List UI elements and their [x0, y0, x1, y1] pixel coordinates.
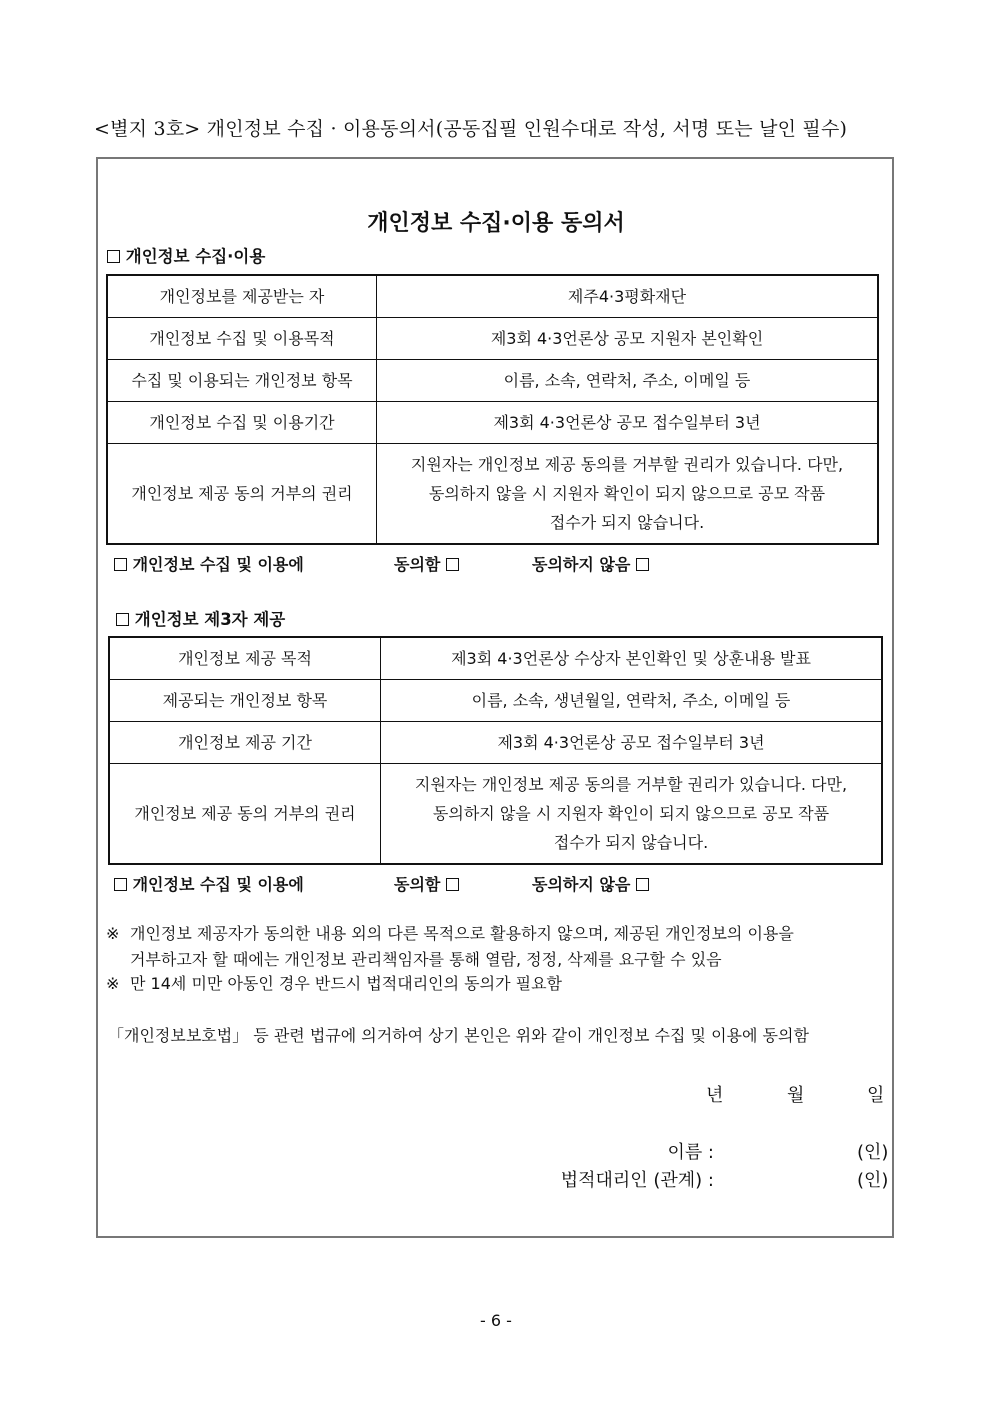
- agree-option[interactable]: 동의함: [394, 552, 459, 575]
- disagree-option[interactable]: 동의하지 않음: [532, 872, 649, 895]
- table-row: [110, 680, 882, 722]
- agree-option[interactable]: 동의함: [394, 872, 459, 895]
- guardian-seal: (인): [857, 1170, 889, 1191]
- agree-checkbox[interactable]: [446, 878, 459, 891]
- table-row: [110, 722, 882, 764]
- table-row: [108, 444, 878, 544]
- row-value: 이름, 소속, 생년월일, 연락처, 주소, 이메일 등: [381, 680, 882, 722]
- section2-table: [109, 637, 882, 864]
- row-value: 지원자는 개인정보 제공 동의를 거부할 권리가 있습니다. 다만, 동의하지 않을 시 지원자 확인이 되지 않으므로 공모 작품 접수가 되지 않습니다.: [377, 444, 878, 544]
- note-1: ※ 개인정보 제공자가 동의한 내용 외의 다른 목적으로 활용하지 않으며, 제공된 개인정보의 이용을 거부하고자 할 때에는 개인정보 관리책임자를 통해 열람, 정정, 삭제를 요구할 수 있음: [106, 924, 794, 969]
- row-label: 개인정보 제공 동의 거부의 권리: [108, 444, 377, 544]
- table-row: [110, 764, 882, 864]
- table-row: [110, 638, 882, 680]
- disagree-checkbox[interactable]: [636, 558, 649, 571]
- table-row: [108, 402, 878, 444]
- table-row: [108, 318, 878, 360]
- checkbox-icon: [114, 558, 127, 571]
- date-day: 일: [867, 1085, 885, 1106]
- guardian-label: 법적대리인 (관계) :: [560, 1170, 714, 1191]
- row-label: 수집 및 이용되는 개인정보 항목: [108, 360, 377, 402]
- date-year: 년: [706, 1085, 724, 1106]
- note-2: ※ 만 14세 미만 아동인 경우 반드시 법적대리인의 동의가 필요함: [106, 974, 562, 993]
- name-label: 이름 :: [667, 1142, 714, 1163]
- row-value: 제주4·3평화재단: [377, 276, 878, 318]
- row-label: 개인정보 제공 동의 거부의 권리: [110, 764, 381, 864]
- agree-checkbox[interactable]: [446, 558, 459, 571]
- disagree-option[interactable]: 동의하지 않음: [532, 552, 649, 575]
- section2-heading: 개인정보 제3자 제공: [116, 606, 285, 630]
- row-label: 개인정보를 제공받는 자: [108, 276, 377, 318]
- row-value: 제3회 4·3언론상 공모 접수일부터 3년: [381, 722, 882, 764]
- row-label: 제공되는 개인정보 항목: [110, 680, 381, 722]
- table-row: [108, 276, 878, 318]
- row-label: 개인정보 제공 기간: [110, 722, 381, 764]
- row-value: 제3회 4·3언론상 공모 접수일부터 3년: [377, 402, 878, 444]
- document-title: 개인정보 수집·이용 동의서: [367, 211, 625, 236]
- checkbox-icon: [114, 878, 127, 891]
- disagree-checkbox[interactable]: [636, 878, 649, 891]
- checkbox-icon: [107, 250, 120, 263]
- row-value: 지원자는 개인정보 제공 동의를 거부할 권리가 있습니다. 다만, 동의하지 않을 시 지원자 확인이 되지 않으므로 공모 작품 접수가 되지 않습니다.: [381, 764, 882, 864]
- table-row: [108, 360, 878, 402]
- name-seal: (인): [857, 1142, 889, 1163]
- row-label: 개인정보 수집 및 이용기간: [108, 402, 377, 444]
- row-value: 제3회 4·3언론상 수상자 본인확인 및 상훈내용 발표: [381, 638, 882, 680]
- row-value: 제3회 4·3언론상 공모 지원자 본인확인: [377, 318, 878, 360]
- date-month: 월: [787, 1085, 805, 1106]
- section1-consent: 개인정보 수집 및 이용에 동의함 동의하지 않음: [114, 552, 674, 574]
- row-label: 개인정보 수집 및 이용목적: [108, 318, 377, 360]
- section1-heading: 개인정보 수집·이용: [107, 243, 265, 267]
- law-statement: 「개인정보보호법」 등 관련 법규에 의거하여 상기 본인은 위와 같이 개인정보 수집 및 이용에 동의함: [108, 1026, 809, 1045]
- row-label: 개인정보 제공 목적: [110, 638, 381, 680]
- section1-table: [107, 275, 878, 544]
- section2-consent: 개인정보 수집 및 이용에 동의함 동의하지 않음: [114, 872, 674, 894]
- row-value: 이름, 소속, 연락처, 주소, 이메일 등: [377, 360, 878, 402]
- form-header: <별지 3호> 개인정보 수집 · 이용동의서(공동집필 인원수대로 작성, 서명 또는 날인 필수): [94, 118, 848, 140]
- page-number: - 6 -: [480, 1311, 512, 1330]
- checkbox-icon: [116, 613, 129, 626]
